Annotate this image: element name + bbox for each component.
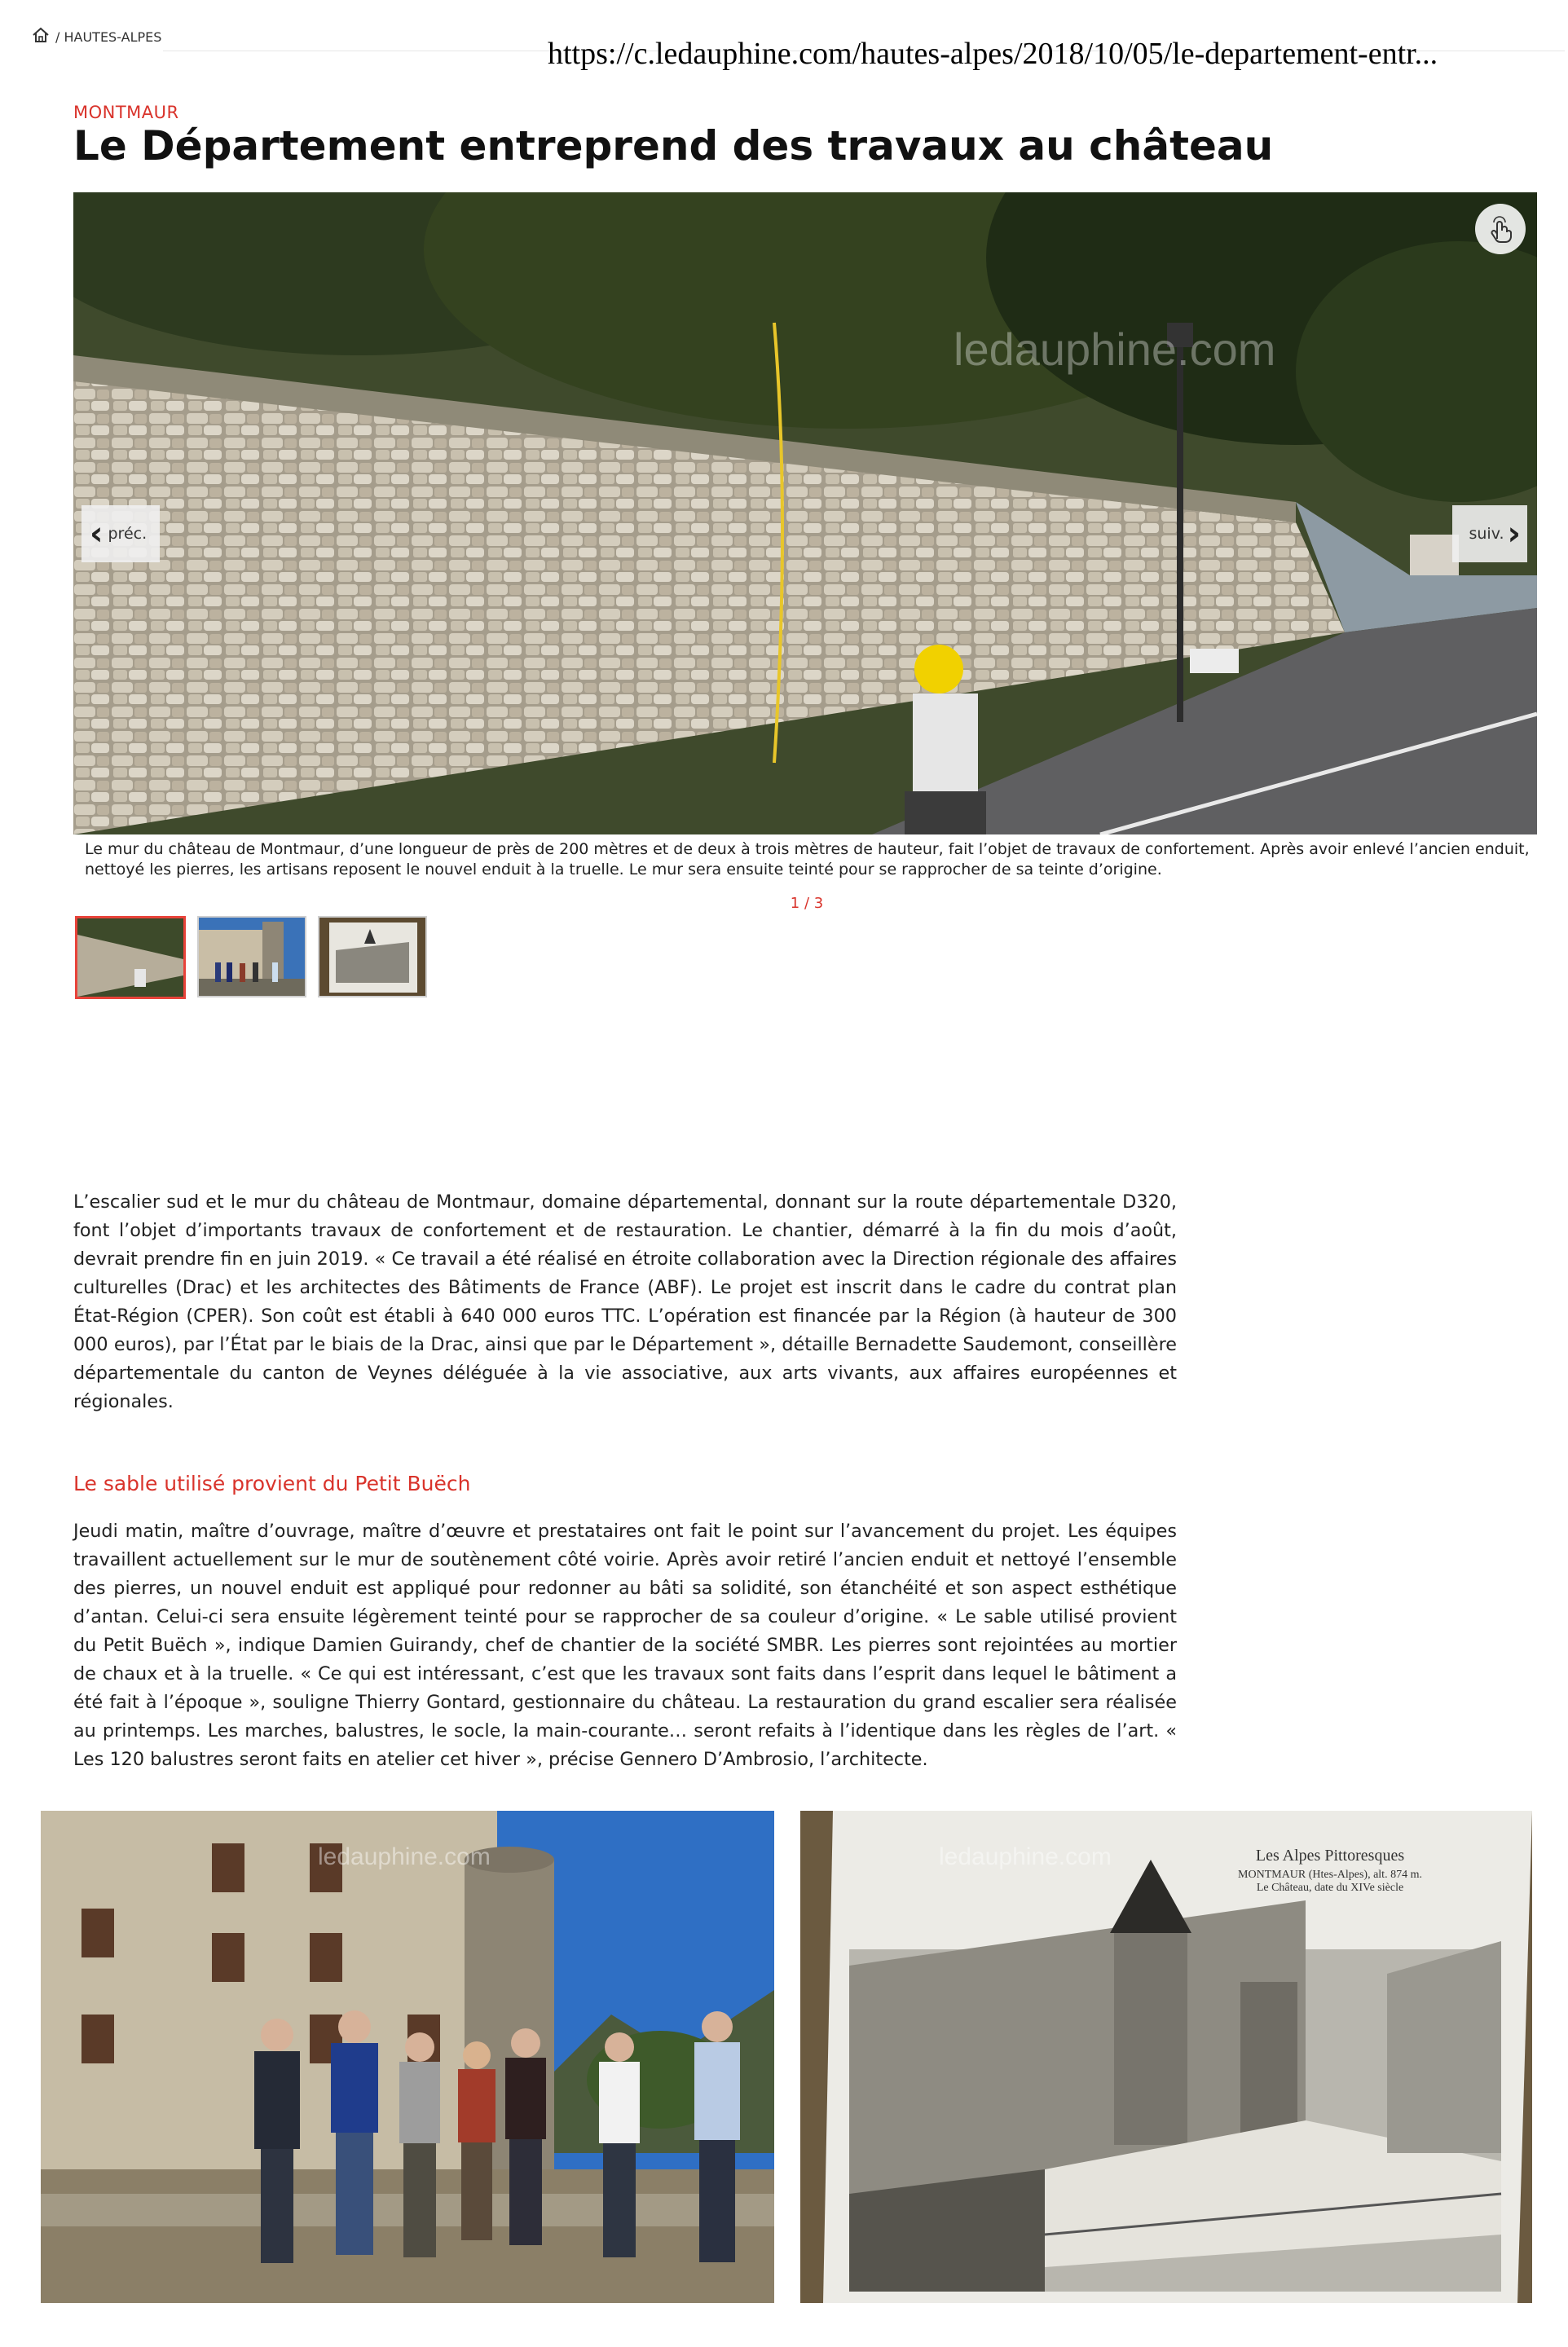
article-paragraph: L’escalier sud et le mur du château de Montmaur, domaine départemental, donnant sur la route départementale D320, font l’objet d’importants travaux de confortement et de restauration. Le chantier, démarré à la fin du mois d’août, devrait prendre fin en juin 2019. « Ce travail a été réalisé en étroite collaboration avec la Direction régionale des affaires culturelles (Drac) et les architectes des Bâtiments de France (ABF). Le projet est inscrit dans le cadre du contrat plan État-Région (CPER). Son coût est établi à 640 000 euros TTC. L’opération est financée par la Région (à hauteur de 300 000 euros), par l’État par le biais de la Drac, ainsi que par le Département », détaille Bernadette Saudemont, conseillère départementale du canton de Veynes déléguée à la vie associative, aux arts vivants, aux affaires européennes et régionales. [73, 1191, 1177, 1412]
photo-gallery[interactable] [73, 192, 1537, 834]
prev-button[interactable] [81, 505, 160, 562]
breadcrumb-section[interactable]: / HAUTES-ALPES [55, 29, 162, 45]
postcard-title: Les Alpes Pittoresques [1255, 1847, 1405, 1865]
thumbnail-strip [75, 916, 427, 999]
page-title: Le Département entreprend des travaux au château [73, 122, 1274, 170]
thumbnail-wall[interactable] [75, 916, 186, 999]
postcard-caption [1208, 1847, 1452, 1895]
postcard-line-1: MONTMAUR (Htes-Alpes), alt. 874 m. [1238, 1869, 1422, 1881]
postcard-photo [800, 1811, 1532, 2303]
watermark: ledauphine.com [954, 324, 1276, 375]
chevron-left-icon: ‹ [90, 515, 104, 553]
prev-label: préc. [108, 525, 148, 543]
watermark: ledauphine.com [939, 1843, 1112, 1870]
watermark: ledauphine.com [318, 1843, 491, 1870]
breadcrumb [31, 26, 161, 47]
gallery-caption: Le mur du château de Montmaur, d’une longueur de près de 200 mètres et de deux à trois mètres de hauteur, fait l’objet de travaux de confortement. Après avoir enlevé l’ancien enduit, nettoyé les pierres, les artisans reposent le nouvel enduit à la truelle. Le mur sera ensuite teinté pour se rapprocher de sa teinte d’origine. [85, 840, 1530, 878]
touch-icon[interactable] [1475, 204, 1526, 254]
gallery-photo [73, 192, 1537, 834]
postcard-line-2: Le Château, date du XIVe siècle [1256, 1882, 1404, 1894]
source-url: https://c.ledauphine.com/hautes-alpes/2018/10/05/le-departement-entr... [548, 37, 1438, 71]
group-photo [41, 1811, 774, 2303]
thumbnail-group[interactable] [197, 916, 306, 997]
gallery-counter: 1 / 3 [790, 895, 824, 912]
next-button[interactable] [1452, 505, 1527, 562]
chevron-right-icon: › [1507, 515, 1521, 553]
article-subheading: Le sable utilisé provient du Petit Buëch [73, 1472, 471, 1495]
next-label: suiv. [1469, 525, 1504, 543]
article-paragraph: Jeudi matin, maître d’ouvrage, maître d’œuvre et prestataires ont fait le point sur l’avancement du projet. Les équipes travaillent actuellement sur le mur de soutènement côté voirie. Après avoir retiré l’ancien enduit et nettoyé l’ensemble des pierres, un nouvel enduit est appliqué pour redonner au bâti sa solidité, son étanchéité et son aspect esthétique d’antan. Celui-ci sera ensuite légèrement teinté pour se rapprocher de sa couleur d’origine. « Le sable utilisé provient du Petit Buëch », indique Damien Guirandy, chef de chantier de la société SMBR. Les pierres sont rejointées au mortier de chaux et à la truelle. « Ce qui est intéressant, c’est que les travaux sont faits dans l’esprit dans lequel le bâtiment a été fait à l’époque », souligne Thierry Gontard, gestionnaire du château. La restauration du grand escalier sera réalisée au printemps. Les marches, balustres, le socle, la main-courante… seront refaits à l’identique dans les règles de l’art. « Les 120 balustres seront faits en atelier cet hiver », précise Gennero D’Ambrosio, l’architecte. [73, 1521, 1177, 1770]
home-icon[interactable] [31, 26, 51, 47]
thumbnail-postcard[interactable] [318, 916, 427, 997]
article-kicker[interactable]: MONTMAUR [73, 103, 179, 122]
